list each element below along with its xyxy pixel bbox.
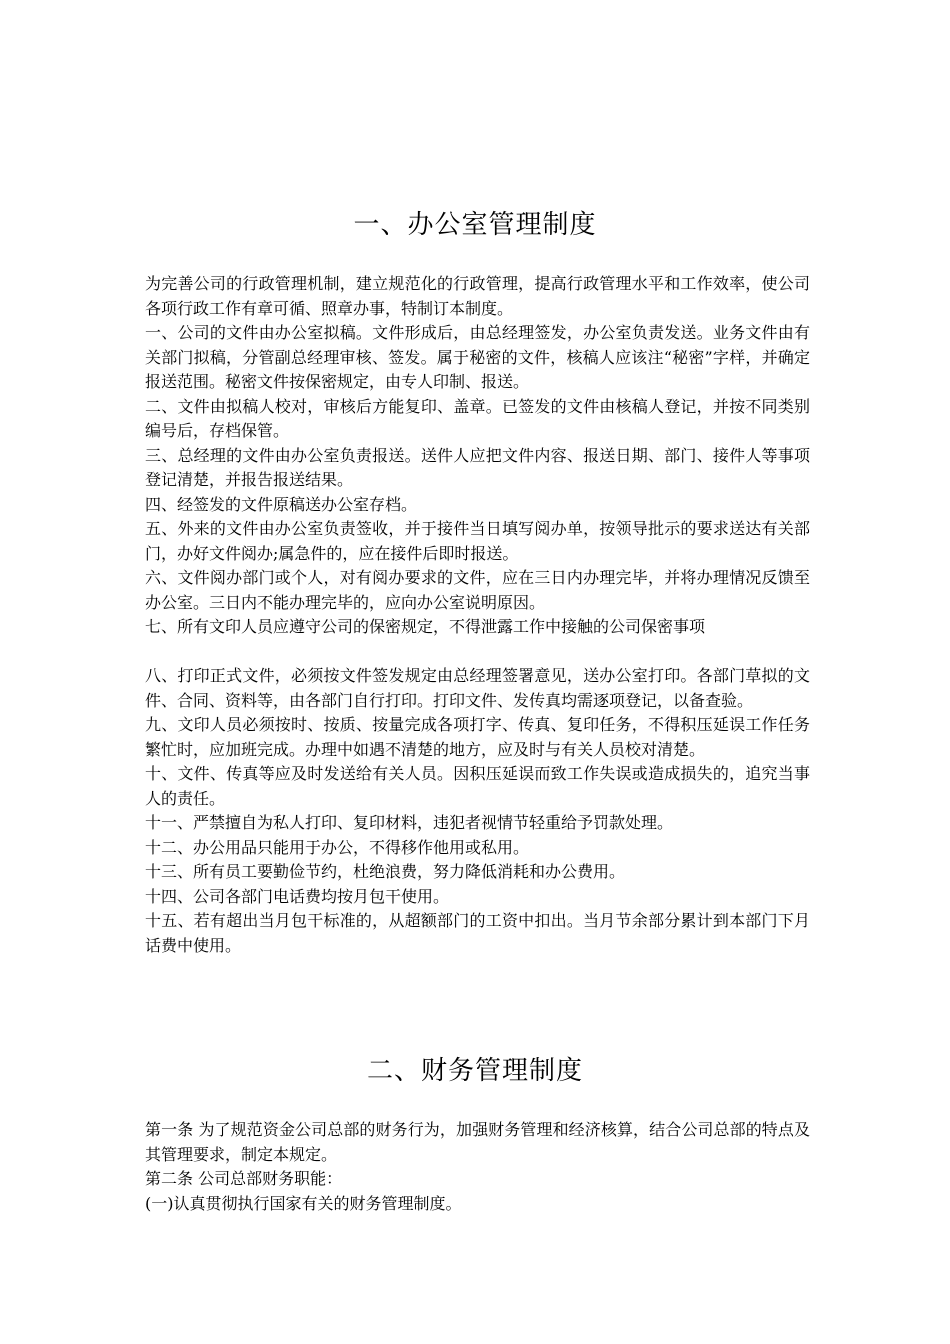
section-title-finance: 二、财务管理制度 — [366, 1056, 583, 1086]
paragraph-rule-11: 十一、严禁擅自为私人打印、复印材料，违犯者视情节轻重给予罚款处理。 — [145, 813, 674, 832]
paragraph-rule-15: 十五、若有超出当月包干标准的，从超额部门的工资中扣出。当月节余部分累计到本部门下月话费中使用。 — [145, 911, 810, 955]
paragraph-rule-13: 十三、所有员工要勤俭节约，杜绝浪费，努力降低消耗和办公费用。 — [145, 862, 626, 881]
paragraph-rule-9: 九、文印人员必须按时、按质、按量完成各项打字、传真、复印任务，不得积压延误工作任务繁忙时，应加班完成。办理中如遇不清楚的地方，应及时与有关人员校对清楚。 — [145, 715, 810, 759]
paragraph-article-2: 第二条 公司总部财务职能： — [145, 1169, 343, 1188]
office-rules-body — [145, 272, 810, 958]
paragraph-rule-10: 十、文件、传真等应及时发送给有关人员。因积压延误而致工作失误或造成损失的，追究当事人的责任。 — [145, 764, 810, 808]
paragraph-intro: 为完善公司的行政管理机制，建立规范化的行政管理，提高行政管理水平和工作效率，使公司各项行政工作有章可循、照章办事，特制订本制度。 — [145, 274, 810, 318]
paragraph-rule-14: 十四、公司各部门电话费均按月包干使用。 — [145, 886, 450, 906]
paragraph-rule-1: 一、公司的文件由办公室拟稿。文件形成后，由总经理签发，办公室负责发送。业务文件由有关部门拟稿，分管副总经理审核、签发。属于秘密的文件，核稿人应该注“秘密”字样，并确定报送范围。秘密文件按保密规定，由专人印制、报送。 — [145, 323, 810, 391]
paragraph-rule-6: 六、文件阅办部门或个人，对有阅办要求的文件，应在三日内办理完毕，并将办理情况反馈至办公室。三日内不能办理完毕的，应向办公室说明原因。 — [145, 568, 810, 612]
paragraph-item-1: (一)认真贯彻执行国家有关的财务管理制度。 — [145, 1193, 462, 1213]
paragraph-rule-4: 四、经签发的文件原稿送办公室存档。 — [145, 494, 418, 514]
finance-rules-body — [145, 1118, 810, 1216]
paragraph-rule-8: 八、打印正式文件，必须按文件签发规定由总经理签署意见，送办公室打印。各部门草拟的文件、合同、资料等，由各部门自行打印。打印文件、发传真均需逐项登记，以备查验。 — [145, 666, 810, 710]
paragraph-rule-5: 五、外来的文件由办公室负责签收，并于接件当日填写阅办单，按领导批示的要求送达有关部门，办好文件阅办;属急件的，应在接件后即时报送。 — [145, 519, 810, 563]
paragraph-rule-12: 十二、办公用品只能用于办公，不得移作他用或私用。 — [145, 837, 530, 857]
blank-line — [145, 640, 810, 665]
paragraph-rule-2: 二、文件由拟稿人校对，审核后方能复印、盖章。已签发的文件由核稿人登记，并按不同类别编号后，存档保管。 — [145, 396, 810, 440]
paragraph-rule-3: 三、总经理的文件由办公室负责报送。送件人应把文件内容、报送日期、部门、接件人等事项登记清楚，并报告报送结果。 — [145, 445, 810, 489]
paragraph-rule-7: 七、所有文印人员应遵守公司的保密规定，不得泄露工作中接触的公司保密事项 — [145, 617, 706, 636]
section-title-office: 一、办公室管理制度 — [353, 210, 597, 240]
paragraph-article-1: 第一条 为了规范资金公司总部的财务行为，加强财务管理和经济核算，结合公司总部的特点及其管理要求，制定本规定。 — [145, 1120, 810, 1164]
